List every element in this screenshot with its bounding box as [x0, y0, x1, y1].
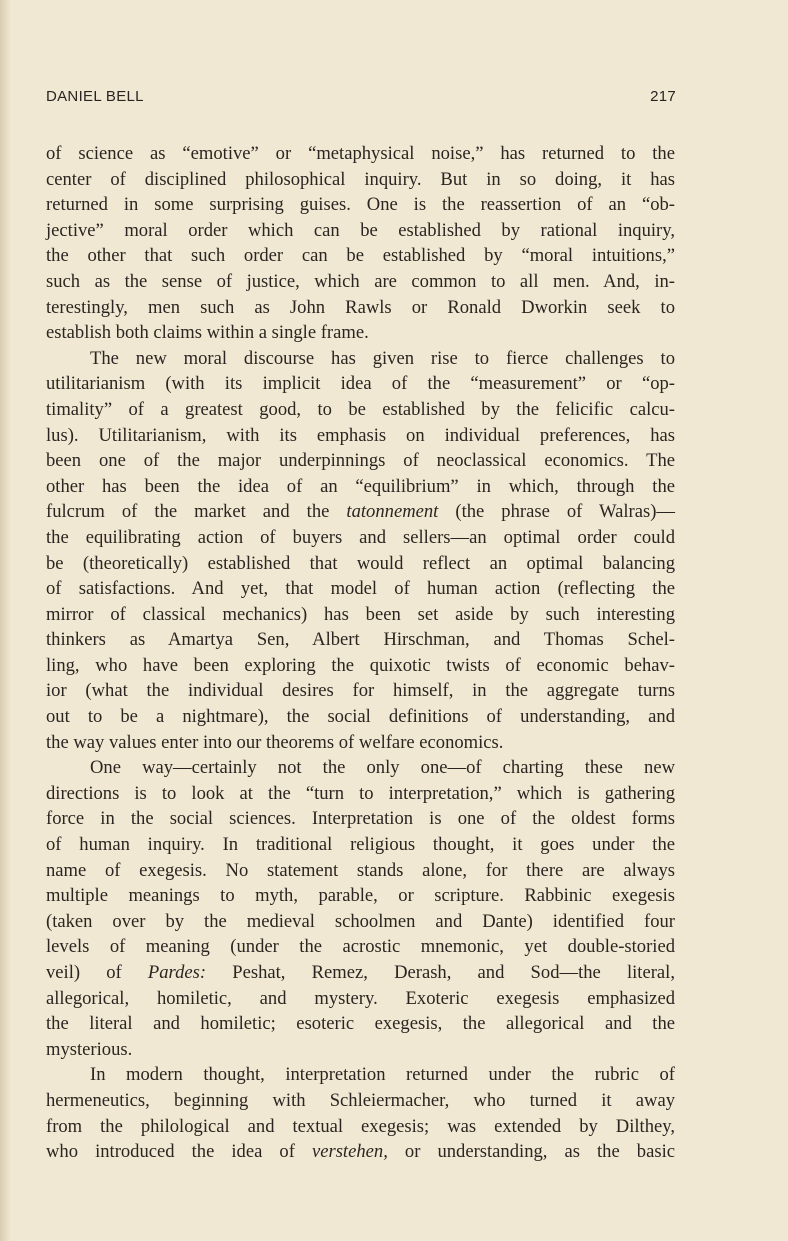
- text-line: hermeneutics, beginning with Schleiermacher, who turned it away: [46, 1089, 675, 1111]
- text-line: terestingly, men such as John Rawls or Ronald Dworkin seek to: [46, 296, 675, 318]
- text-line: utilitarianism (with its implicit idea of the “measurement” or “op-: [46, 373, 675, 395]
- text-line: allegorical, homiletic, and mystery. Exoteric exegesis emphasized: [46, 987, 675, 1009]
- text-line: force in the social sciences. Interpretation is one of the oldest forms: [46, 808, 675, 830]
- text-line: out to be a nightmare), the social definitions of understanding, and: [46, 706, 675, 728]
- running-head-author: DANIEL BELL: [46, 88, 144, 105]
- text-line: the way values enter into our theorems of welfare economics.: [46, 731, 504, 753]
- text-line: One way—certainly not the only one—of charting these new: [90, 757, 675, 779]
- text-line: ling, who have been exploring the quixotic twists of economic behav-: [46, 654, 675, 676]
- text-line: levels of meaning (under the acrostic mnemonic, yet double-storied: [46, 936, 675, 958]
- text-line: mysterious.: [46, 1038, 133, 1060]
- italic-term: verstehen,: [311, 1141, 388, 1163]
- text-line: the equilibrating action of buyers and sellers—an optimal order could: [46, 526, 675, 548]
- text-line: the other that such order can be established by “moral intuitions,”: [46, 245, 675, 267]
- text-line: veil) of Pardes: Peshat, Remez, Derash, and Sod—the literal,: [46, 962, 675, 983]
- text-line: of satisfactions. And yet, that model of human action (reflecting the: [46, 578, 675, 600]
- text-line: fulcrum of the market and the tatonnement (the phrase of Walras)—: [46, 501, 675, 523]
- text-line: timality” of a greatest good, to be established by the felicific calcu-: [46, 398, 675, 420]
- text-line: multiple meanings to myth, parable, or scripture. Rabbinic exegesis: [46, 885, 675, 907]
- text-line: center of disciplined philosophical inquiry. But in so doing, it has: [46, 168, 675, 190]
- page-edge: [0, 0, 10, 1241]
- text-line: be (theoretically) established that would reflect an optimal balancing: [46, 552, 675, 574]
- text-line: such as the sense of justice, which are common to all men. And, in-: [46, 270, 675, 292]
- text-line: lus). Utilitarianism, with its emphasis on individual preferences, has: [46, 424, 675, 446]
- text-line: who introduced the idea of verstehen, or understanding, as the basic: [46, 1141, 675, 1163]
- text-line: returned in some surprising guises. One is the reassertion of an “ob-: [46, 194, 675, 216]
- text-line: In modern thought, interpretation returned under the rubric of: [90, 1064, 675, 1086]
- italic-term: tatonnement: [346, 501, 439, 523]
- text-line: name of exegesis. No statement stands alone, for there are always: [46, 859, 675, 881]
- text-line: from the philological and textual exegesis; was extended by Dilthey,: [46, 1115, 675, 1137]
- text-line: been one of the major underpinnings of neoclassical economics. The: [46, 450, 675, 472]
- text-line: mirror of classical mechanics) has been set aside by such interesting: [46, 603, 675, 625]
- page-number: 217: [650, 88, 676, 105]
- text-line: thinkers as Amartya Sen, Albert Hirschman, and Thomas Schel-: [46, 629, 675, 651]
- body-text: [46, 141, 675, 1165]
- text-line: establish both claims within a single frame.: [46, 322, 369, 344]
- text-line: the literal and homiletic; esoteric exegesis, the allegorical and the: [46, 1013, 675, 1035]
- text-line: jective” moral order which can be established by rational inquiry,: [46, 219, 675, 241]
- text-line: ior (what the individual desires for himself, in the aggregate turns: [46, 680, 675, 702]
- italic-term: Pardes:: [147, 962, 207, 983]
- text-line: directions is to look at the “turn to interpretation,” which is gathering: [46, 782, 675, 804]
- text-line: of science as “emotive” or “metaphysical noise,” has returned to the: [46, 143, 675, 164]
- text-line: (taken over by the medieval schoolmen and Dante) identified four: [46, 910, 675, 932]
- text-line: other has been the idea of an “equilibrium” in which, through the: [46, 475, 675, 497]
- text-line: The new moral discourse has given rise to fierce challenges to: [90, 347, 675, 369]
- text-line: of human inquiry. In traditional religious thought, it goes under the: [46, 834, 675, 856]
